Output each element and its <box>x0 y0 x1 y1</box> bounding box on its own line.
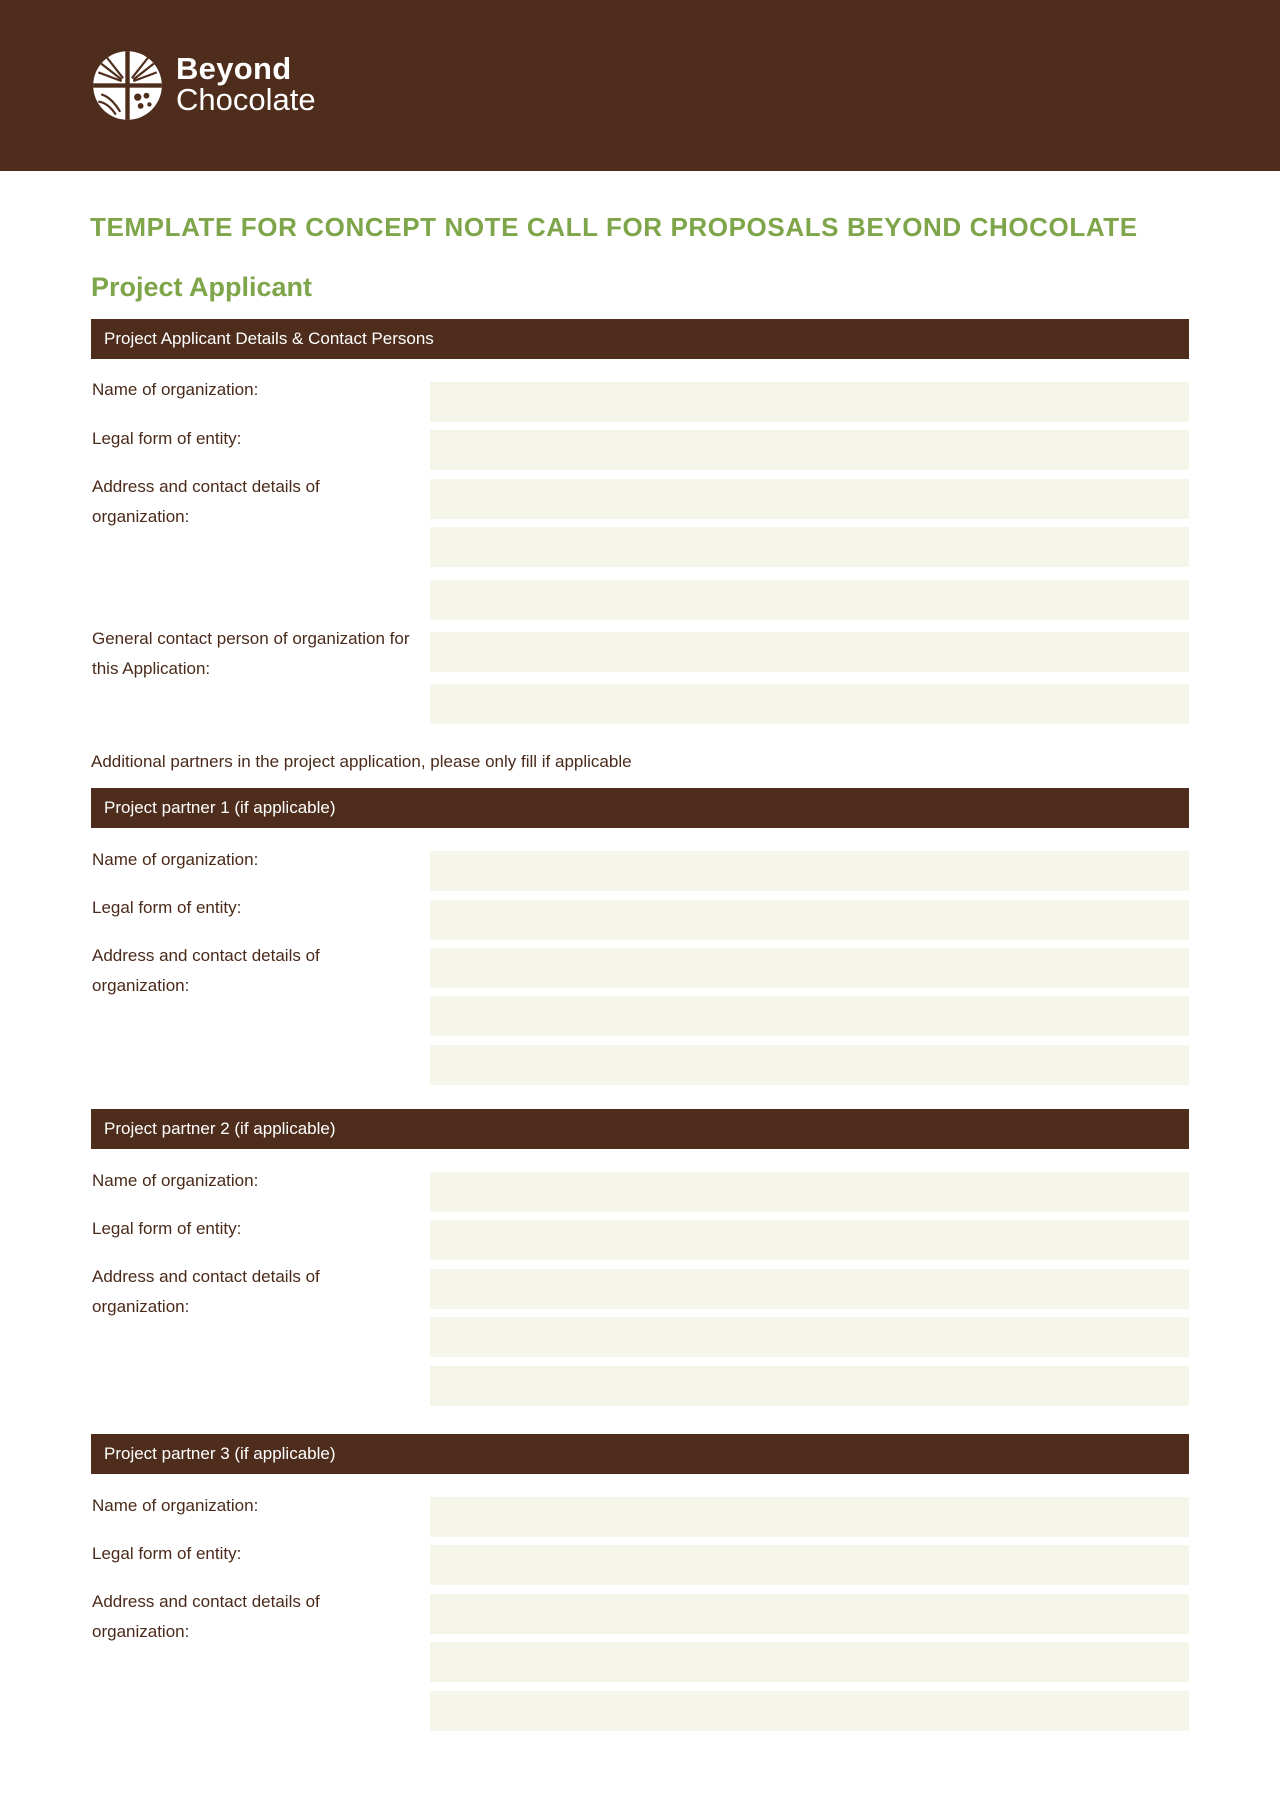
applicant-contact-field-1[interactable] <box>430 632 1189 672</box>
applicant-name-field[interactable] <box>430 382 1189 422</box>
label-name-of-organization: Name of organization: <box>92 850 259 869</box>
partner-3-legal-form-field[interactable] <box>430 1545 1189 1585</box>
label-name-of-organization: Name of organization: <box>92 1496 259 1515</box>
additional-partners-note: Additional partners in the project application, please only fill if applicable <box>91 752 632 771</box>
section-heading-project-applicant: Project Applicant <box>91 272 313 302</box>
section-bar-partner-2: Project partner 2 (if applicable) <box>91 1109 1189 1149</box>
document-title: TEMPLATE FOR CONCEPT NOTE CALL FOR PROPOSALS BEYOND CHOCOLATE <box>90 212 1138 242</box>
partner-1-legal-form-field[interactable] <box>430 900 1189 940</box>
label-legal-form: Legal form of entity: <box>92 1219 242 1238</box>
applicant-address-field-2[interactable] <box>430 527 1189 567</box>
applicant-contact-field-2[interactable] <box>430 684 1189 724</box>
partner-3-name-field[interactable] <box>430 1497 1189 1537</box>
label-address-contact: Address and contact details of organization: <box>92 1267 320 1316</box>
applicant-legal-form-field[interactable] <box>430 430 1189 470</box>
label-address-contact: Address and contact details of organization: <box>92 1592 320 1641</box>
label-legal-form: Legal form of entity: <box>92 898 242 917</box>
section-bar-applicant-details: Project Applicant Details & Contact Persons <box>91 319 1189 359</box>
label-address-contact: Address and contact details of organization: <box>92 946 320 995</box>
label-legal-form: Legal form of entity: <box>92 1544 242 1563</box>
partner-3-address-field-3[interactable] <box>430 1691 1189 1731</box>
applicant-address-field-3[interactable] <box>430 580 1189 620</box>
partner-3-address-field-1[interactable] <box>430 1594 1189 1634</box>
partner-2-legal-form-field[interactable] <box>430 1220 1189 1260</box>
partner-2-address-field-3[interactable] <box>430 1366 1189 1406</box>
partner-2-name-field[interactable] <box>430 1172 1189 1212</box>
partner-1-name-field[interactable] <box>430 851 1189 891</box>
brand-wordmark <box>176 53 316 115</box>
label-name-of-organization: Name of organization: <box>92 1171 259 1190</box>
label-legal-form: Legal form of entity: <box>92 429 242 448</box>
partner-1-address-field-3[interactable] <box>430 1045 1189 1085</box>
partner-2-address-field-1[interactable] <box>430 1269 1189 1309</box>
partner-2-address-field-2[interactable] <box>430 1317 1189 1357</box>
brand-line-1: Beyond <box>176 51 292 86</box>
section-bar-partner-3: Project partner 3 (if applicable) <box>91 1434 1189 1474</box>
label-address-contact: Address and contact details of organization: <box>92 477 320 526</box>
header-banner <box>0 0 1280 171</box>
label-general-contact: General contact person of organization for this Application: <box>92 629 410 678</box>
label-name-of-organization: Name of organization: <box>92 380 259 399</box>
partner-1-address-field-1[interactable] <box>430 948 1189 988</box>
partner-1-address-field-2[interactable] <box>430 996 1189 1036</box>
beyond-chocolate-logo-icon <box>91 49 164 122</box>
applicant-address-field-1[interactable] <box>430 479 1189 519</box>
brand-line-2: Chocolate <box>176 82 316 117</box>
section-bar-partner-1: Project partner 1 (if applicable) <box>91 788 1189 828</box>
partner-3-address-field-2[interactable] <box>430 1642 1189 1682</box>
